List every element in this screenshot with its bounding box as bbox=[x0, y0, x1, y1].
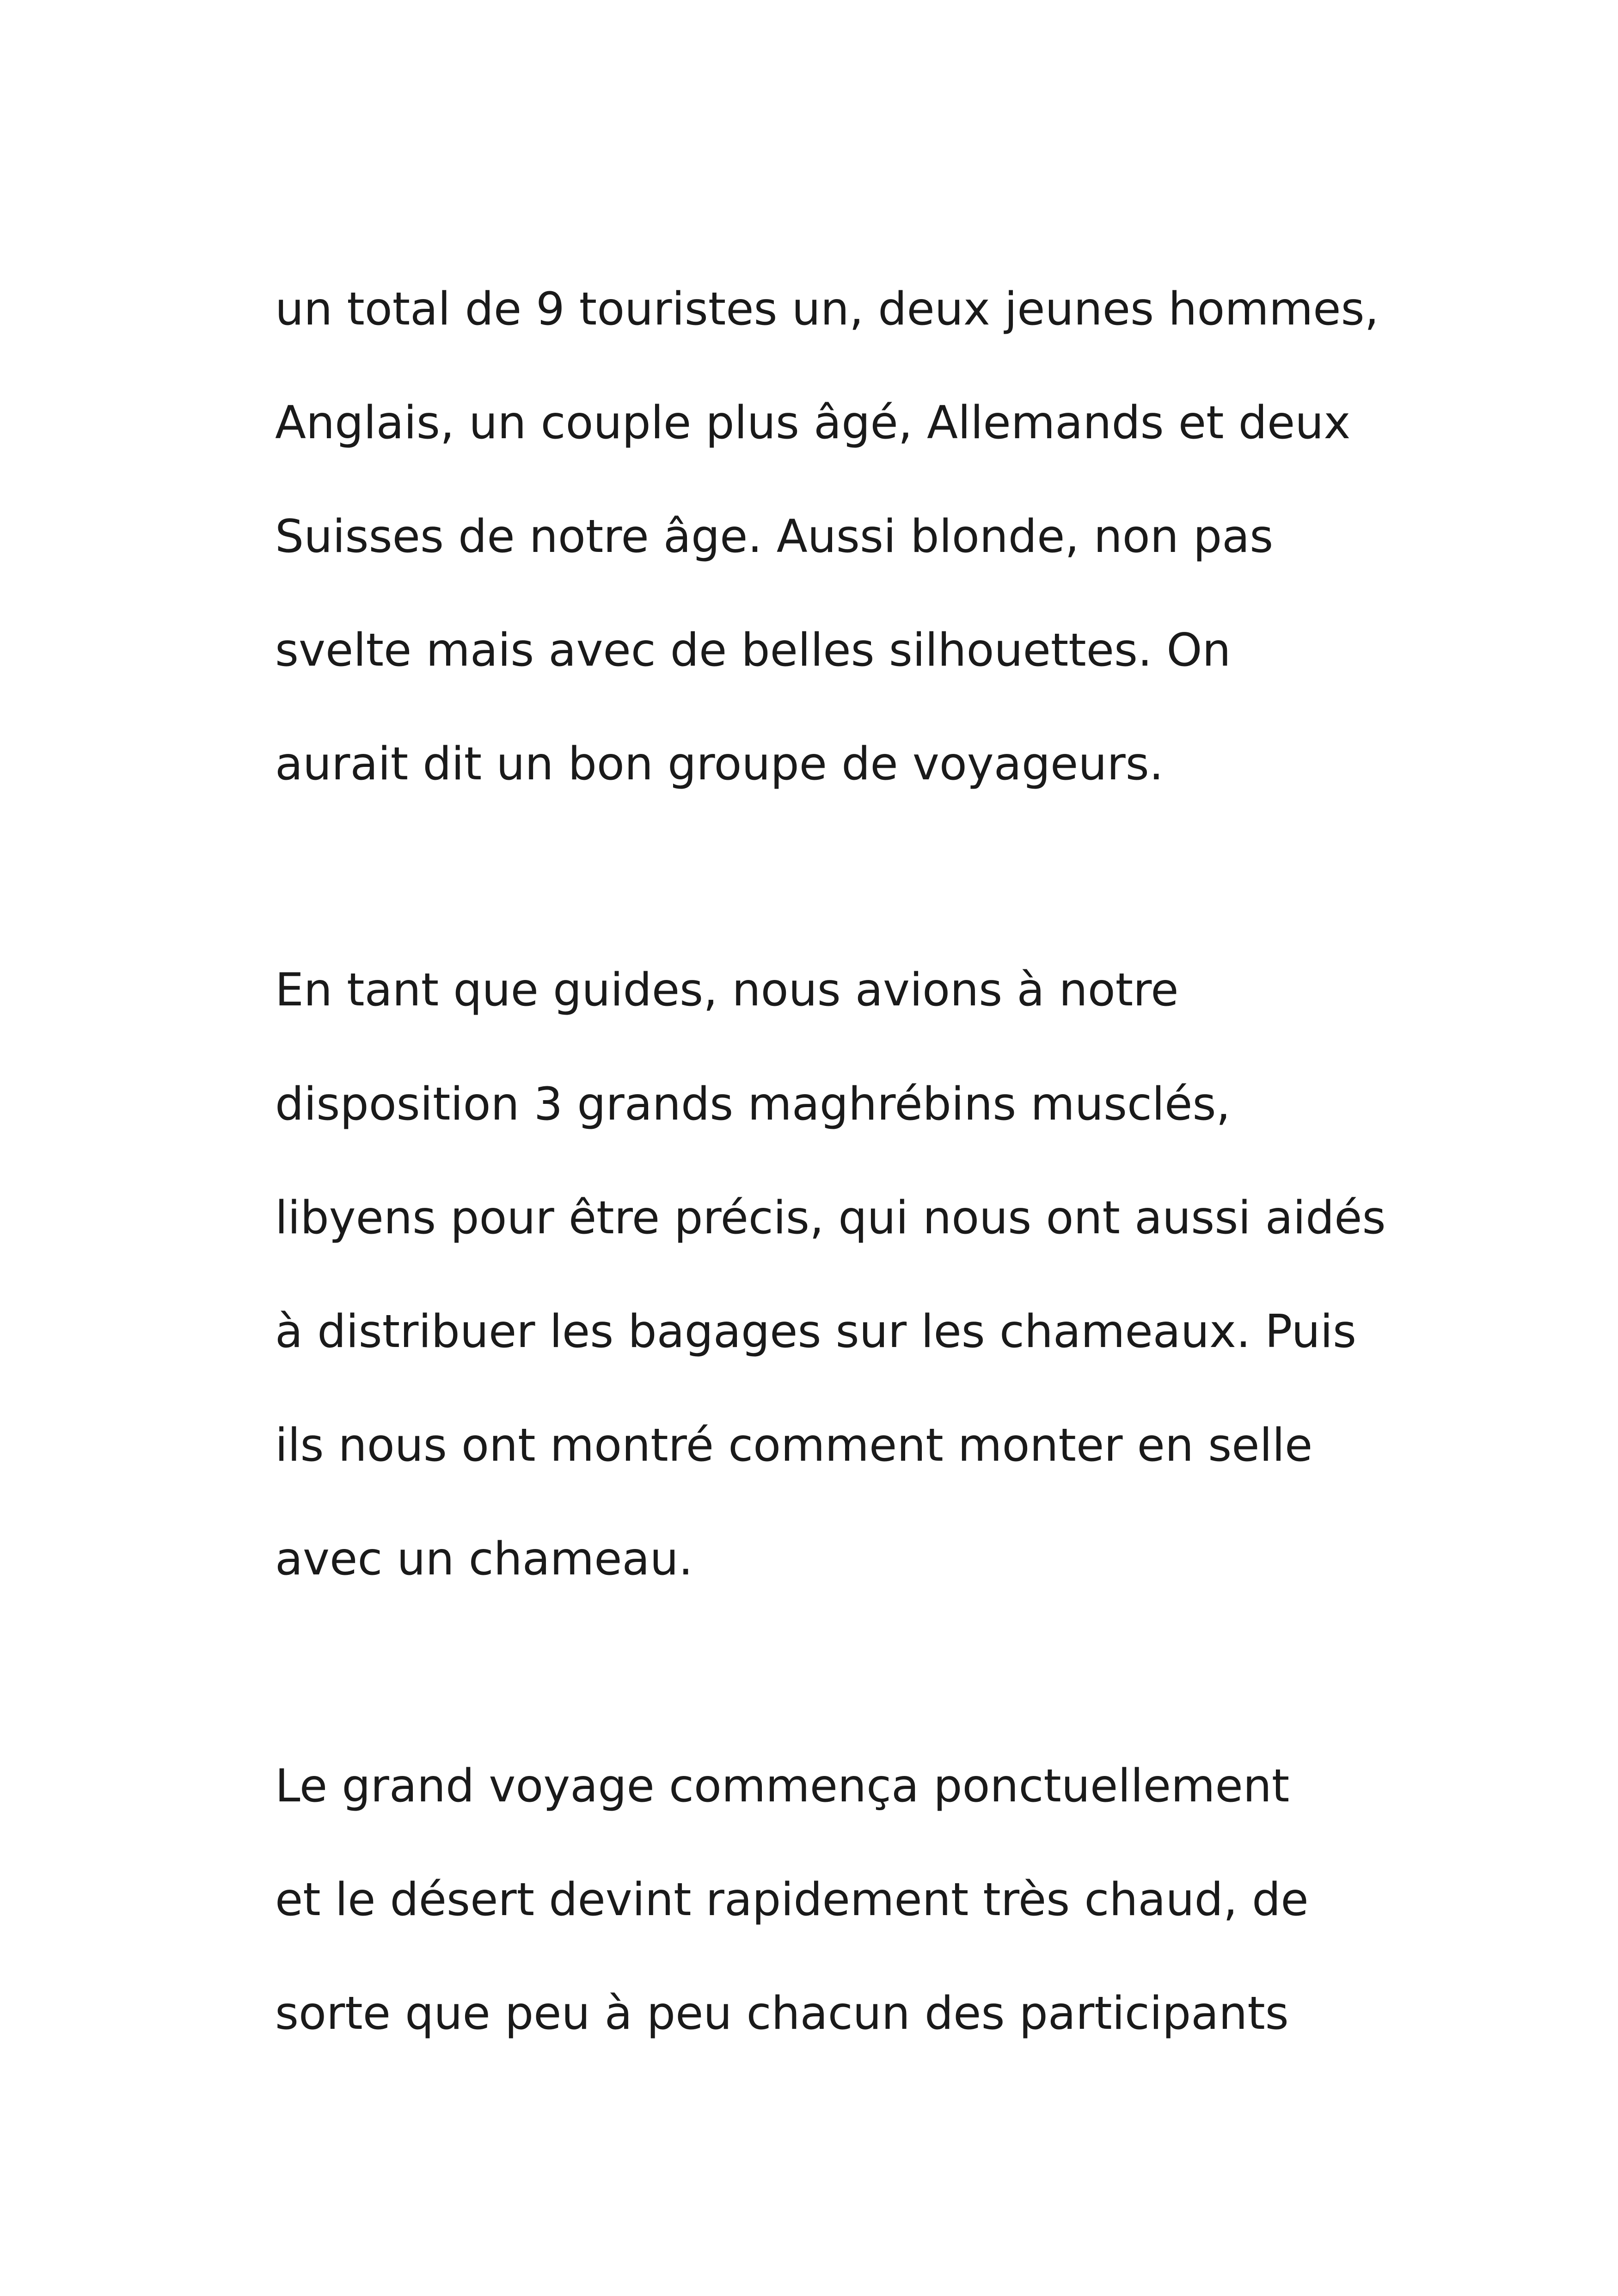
paragraph-2-line-2: disposition 3 grands maghrébins musclés, bbox=[275, 1078, 1231, 1131]
paragraph-2-line-6: avec un chameau. bbox=[275, 1533, 693, 1586]
paragraph-2-line-3: libyens pour être précis, qui nous ont aussi aidés bbox=[275, 1192, 1386, 1244]
paragraph-2-line-1: En tant que guides, nous avions à notre bbox=[275, 964, 1179, 1016]
paragraph-1-line-5: aurait dit un bon groupe de voyageurs. bbox=[275, 738, 1164, 790]
paragraph-1-line-2: Anglais, un couple plus âgé, Allemands et deux bbox=[275, 397, 1351, 449]
paragraph-1-line-1: un total de 9 touristes un, deux jeunes hommes, bbox=[275, 283, 1379, 336]
paragraph-3-line-1: Le grand voyage commença ponctuellement bbox=[275, 1760, 1290, 1812]
paragraph-3-line-3: sorte que peu à peu chacun des participants bbox=[275, 1987, 1289, 2040]
paragraph-3-line-2: et le désert devint rapidement très chaud, de bbox=[275, 1874, 1309, 1926]
paragraph-1-line-4: svelte mais avec de belles silhouettes. On bbox=[275, 624, 1231, 677]
paragraph-2-line-4: à distribuer les bagages sur les chameaux. Puis bbox=[275, 1305, 1357, 1358]
paragraph-2-line-5: ils nous ont montré comment monter en selle bbox=[275, 1419, 1313, 1472]
paragraph-1-line-3: Suisses de notre âge. Aussi blonde, non pas bbox=[275, 510, 1274, 563]
